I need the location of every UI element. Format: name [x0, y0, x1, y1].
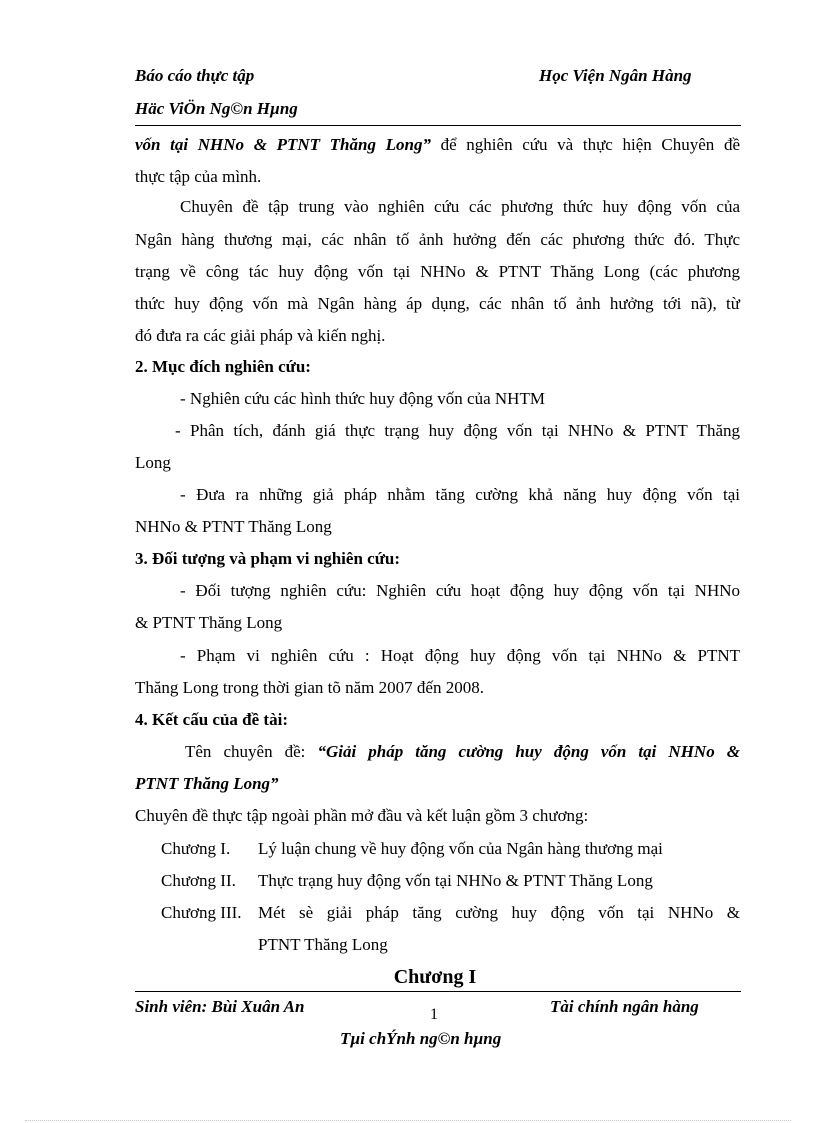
footer-page-number: 1: [430, 1006, 438, 1023]
chapter-3-label: Chương III.: [161, 903, 242, 922]
topic-label: Tên chuyên đề:: [185, 742, 318, 761]
footer-student: Sinh viên: Bùi Xuân An: [135, 997, 305, 1016]
chapter-1-label: Chương I.: [161, 839, 231, 858]
structure-intro: Chuyên đề thực tập ngoài phần mở đầu và kết luận gồm 3 chương:: [135, 806, 589, 825]
section3-title: 3. Đối tượng và phạm vi nghiên cứu:: [135, 549, 401, 568]
header-garbled-line: Häc ViÖn Ng©n Hµng: [135, 99, 298, 118]
para1-line-4: thức huy động vốn mà Ngân hàng áp dụng, các nhân tố ảnh hưởng tới nã), từ: [135, 294, 740, 313]
section3-item-1: - Đối tượng nghiên cứu: Nghiên cứu hoạt động huy động vốn tại NHNo: [180, 581, 740, 600]
para1-line-3: trạng về công tác huy động vốn tại NHNo & PTNT Thăng Long (các phương: [135, 262, 740, 281]
intro-line-1: [135, 135, 740, 155]
section3-item-1-cont: & PTNT Thăng Long: [135, 613, 283, 632]
section2-item-3-cont: NHNo & PTNT Thăng Long: [135, 517, 332, 536]
footer-rule: [135, 991, 741, 992]
chapter-3-title-cont: PTNT Thăng Long: [258, 935, 388, 954]
chapter-3-title: Mét sè giải pháp tăng cường huy động vốn tại NHNo &: [258, 903, 740, 922]
topic-line-1: [185, 742, 740, 762]
section3-item-2-cont: Thăng Long trong thời gian tõ năm 2007 đến 2008.: [135, 678, 484, 697]
para1-line-5: đó đưa ra các giải pháp và kiến nghị.: [135, 326, 386, 345]
chapter-2-title: Thực trạng huy động vốn tại NHNo & PTNT Thăng Long: [258, 871, 653, 890]
para1-line-2: Ngân hàng thương mại, các nhân tố ảnh hưởng đến các phương thức đó. Thực: [135, 230, 740, 249]
intro-rest: để nghiên cứu và thực hiện Chuyên đề: [430, 135, 740, 154]
footer-garbled-line: Tµi chÝnh ng©n hµng: [340, 1029, 502, 1048]
section2-item-1: - Nghiên cứu các hình thức huy động vốn của NHTM: [180, 389, 545, 408]
header-right-title: Học Viện Ngân Hàng: [539, 66, 692, 85]
section3-item-2: - Phạm vi nghiên cứu : Hoạt động huy động vốn tại NHNo & PTNT: [180, 646, 740, 665]
page-bottom-dotted-border: [25, 1120, 791, 1121]
section2-title: 2. Mục đích nghiên cứu:: [135, 357, 311, 376]
footer-major: Tài chính ngân hàng: [550, 997, 699, 1016]
chapter-heading: Chương I: [393, 966, 477, 988]
section2-item-3: - Đưa ra những giả pháp nhằm tăng cường khả năng huy động vốn tại: [180, 485, 740, 504]
topic-title: “Giải pháp tăng cường huy động vốn tại NHNo &: [317, 742, 740, 761]
intro-bold: vốn tại NHNo & PTNT Thăng Long”: [135, 135, 431, 154]
topic-line-2: PTNT Thăng Long”: [135, 774, 279, 793]
para1-line-1: Chuyên đề tập trung vào nghiên cứu các phương thức huy động vốn của: [180, 197, 740, 216]
intro-line-2: thực tập của mình.: [135, 167, 262, 186]
chapter-2-label: Chương II.: [161, 871, 236, 890]
chapter-1-title: Lý luận chung về huy động vốn của Ngân hàng thương mại: [258, 839, 663, 858]
section2-item-2: - Phân tích, đánh giá thực trạng huy động vốn tại NHNo & PTNT Thăng: [175, 421, 740, 440]
header-left-title: Báo cáo thực tập: [135, 66, 255, 85]
section2-item-2-cont: Long: [135, 453, 171, 472]
header-rule: [135, 125, 741, 126]
section4-title: 4. Kết cấu của đề tài:: [135, 710, 288, 729]
